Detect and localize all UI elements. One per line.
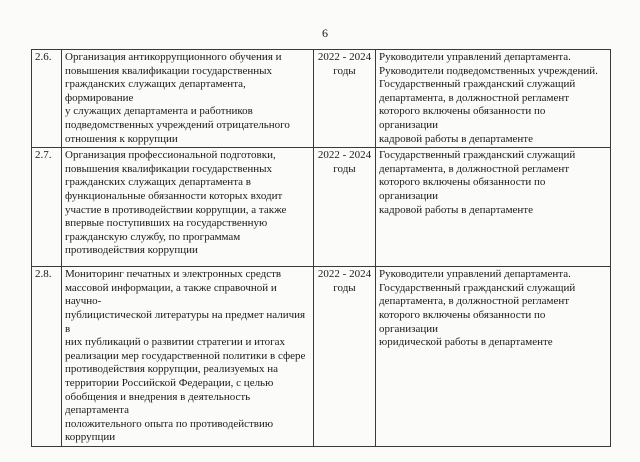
page-number: 6 [322, 26, 328, 40]
period: 2022 - 2024 годы [314, 267, 376, 447]
item-number: 2.8. [32, 267, 62, 447]
responsible: Руководители управлений департамента. Руководители подведомственных учреждений. Государственный гражданский служащий департамента, в должностной регламент которого включены обязанности по организации кадровой работы в департаменте [376, 50, 611, 148]
responsible: Государственный гражданский служащий департамента, в должностной регламент которого включены обязанности по организации кадровой работы в департаменте [376, 148, 611, 267]
item-number: 2.7. [32, 148, 62, 267]
table-row [32, 148, 611, 267]
item-number: 2.6. [32, 50, 62, 148]
table-row [32, 50, 611, 148]
measure-description: Организация антикоррупционного обучения и повышения квалификации государственных гражданских служащих департамента, формирование у служащих департамента и работников подведомственных учреждений отрицательного отношения к коррупции [62, 50, 314, 148]
measure-description: Организация профессиональной подготовки, повышения квалификации государственных гражданских служащих департамента в функциональные обязанности которых входит участие в противодействии коррупции, а также впервые поступивших на государственную гражданскую службу, по программам противодействия коррупции [62, 148, 314, 267]
period: 2022 - 2024 годы [314, 148, 376, 267]
period: 2022 - 2024 годы [314, 50, 376, 148]
table-row [32, 267, 611, 447]
measures-table [31, 49, 611, 447]
responsible: Руководители управлений департамента. Государственный гражданский служащий департамента, в должностной регламент которого включены обязанности по организации юридической работы в департаменте [376, 267, 611, 447]
measure-description: Мониторинг печатных и электронных средств массовой информации, а также справочной и научно- публицистической литературы на предмет наличия в них публикаций о развитии стратегии и итогах реализации мер государственной политики в сфере противодействия коррупции, реализуемых на территории Российской Федерации, с целью обобщения и внедрения в деятельность департамента положительного опыта по противодействию коррупции [62, 267, 314, 447]
